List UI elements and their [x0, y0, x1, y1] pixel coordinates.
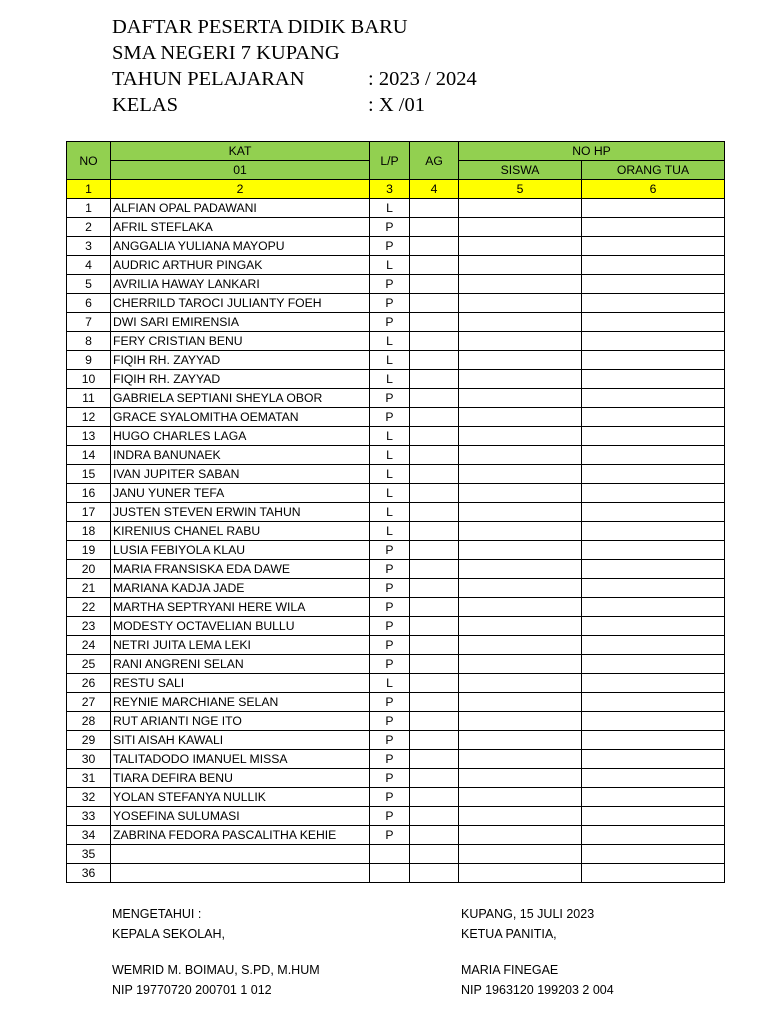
- row-number: 24: [67, 636, 111, 655]
- student-ag: [410, 199, 459, 218]
- index-cell: 5: [459, 180, 582, 199]
- student-ag: [410, 769, 459, 788]
- parent-phone: [582, 712, 725, 731]
- footer-right: [461, 904, 614, 1000]
- student-name: JANU YUNER TEFA: [111, 484, 370, 503]
- student-ag: [410, 636, 459, 655]
- row-number: 17: [67, 503, 111, 522]
- col-header-siswa: SISWA: [459, 161, 582, 180]
- row-number: 30: [67, 750, 111, 769]
- table-row: [67, 636, 725, 655]
- student-gender: P: [370, 826, 410, 845]
- parent-phone: [582, 655, 725, 674]
- student-gender: P: [370, 712, 410, 731]
- student-name: FIQIH RH. ZAYYAD: [111, 370, 370, 389]
- student-gender: P: [370, 598, 410, 617]
- footer-acknowledge: MENGETAHUI :: [112, 907, 202, 921]
- student-gender: P: [370, 389, 410, 408]
- row-number: 6: [67, 294, 111, 313]
- footer-principal-nip: NIP 19770720 200701 1 012: [112, 983, 272, 997]
- row-number: 19: [67, 541, 111, 560]
- student-gender: P: [370, 218, 410, 237]
- parent-phone: [582, 598, 725, 617]
- student-gender: P: [370, 579, 410, 598]
- doc-title: DAFTAR PESERTA DIDIK BARU: [112, 16, 408, 38]
- student-gender: P: [370, 636, 410, 655]
- table-row: [67, 275, 725, 294]
- parent-phone: [582, 275, 725, 294]
- row-number: 34: [67, 826, 111, 845]
- row-number: 21: [67, 579, 111, 598]
- student-name: AUDRIC ARTHUR PINGAK: [111, 256, 370, 275]
- school-name: SMA NEGERI 7 KUPANG: [112, 42, 340, 64]
- footer-principal-name: WEMRID M. BOIMAU, S.PD, M.HUM: [112, 963, 320, 977]
- student-ag: [410, 560, 459, 579]
- student-gender: P: [370, 560, 410, 579]
- student-ag: [410, 256, 459, 275]
- student-roster-table: [66, 141, 725, 883]
- parent-phone: [582, 465, 725, 484]
- student-phone: [459, 655, 582, 674]
- table-row: [67, 864, 725, 883]
- student-phone: [459, 845, 582, 864]
- col-header-kat-sub: 01: [111, 161, 370, 180]
- student-ag: [410, 503, 459, 522]
- student-ag: [410, 351, 459, 370]
- row-number: 23: [67, 617, 111, 636]
- table-row: [67, 826, 725, 845]
- col-header-nohp: NO HP: [459, 142, 725, 161]
- student-phone: [459, 389, 582, 408]
- row-number: 9: [67, 351, 111, 370]
- parent-phone: [582, 617, 725, 636]
- student-gender: P: [370, 655, 410, 674]
- row-number: 28: [67, 712, 111, 731]
- parent-phone: [582, 788, 725, 807]
- parent-phone: [582, 351, 725, 370]
- student-name: KIRENIUS CHANEL RABU: [111, 522, 370, 541]
- student-name: AFRIL STEFLAKA: [111, 218, 370, 237]
- row-number: 18: [67, 522, 111, 541]
- student-name: INDRA BANUNAEK: [111, 446, 370, 465]
- table-row: [67, 541, 725, 560]
- row-number: 27: [67, 693, 111, 712]
- student-name: MARIA FRANSISKA EDA DAWE: [111, 560, 370, 579]
- student-gender: L: [370, 503, 410, 522]
- student-name: AVRILIA HAWAY LANKARI: [111, 275, 370, 294]
- student-ag: [410, 864, 459, 883]
- student-ag: [410, 750, 459, 769]
- table-row: [67, 674, 725, 693]
- student-name: GRACE SYALOMITHA OEMATAN: [111, 408, 370, 427]
- student-name: ALFIAN OPAL PADAWANI: [111, 199, 370, 218]
- student-ag: [410, 712, 459, 731]
- table-row: [67, 503, 725, 522]
- col-header-orang-tua: ORANG TUA: [582, 161, 725, 180]
- parent-phone: [582, 826, 725, 845]
- index-cell: 6: [582, 180, 725, 199]
- parent-phone: [582, 446, 725, 465]
- row-number: 36: [67, 864, 111, 883]
- row-number: 29: [67, 731, 111, 750]
- student-gender: L: [370, 351, 410, 370]
- parent-phone: [582, 427, 725, 446]
- table-row: [67, 256, 725, 275]
- row-number: 3: [67, 237, 111, 256]
- student-gender: L: [370, 256, 410, 275]
- student-ag: [410, 408, 459, 427]
- student-ag: [410, 389, 459, 408]
- student-gender: P: [370, 617, 410, 636]
- row-number: 35: [67, 845, 111, 864]
- table-row: [67, 313, 725, 332]
- student-name: FERY CRISTIAN BENU: [111, 332, 370, 351]
- student-phone: [459, 579, 582, 598]
- table-row: [67, 370, 725, 389]
- student-phone: [459, 731, 582, 750]
- table-row: [67, 617, 725, 636]
- parent-phone: [582, 845, 725, 864]
- parent-phone: [582, 864, 725, 883]
- parent-phone: [582, 807, 725, 826]
- parent-phone: [582, 218, 725, 237]
- parent-phone: [582, 256, 725, 275]
- footer-place-date: KUPANG, 15 JULI 2023: [461, 907, 595, 921]
- row-number: 13: [67, 427, 111, 446]
- student-name: RANI ANGRENI SELAN: [111, 655, 370, 674]
- col-header-kat: KAT: [111, 142, 370, 161]
- table-row: [67, 845, 725, 864]
- table-row: [67, 484, 725, 503]
- student-gender: P: [370, 275, 410, 294]
- student-ag: [410, 313, 459, 332]
- student-phone: [459, 769, 582, 788]
- student-gender: P: [370, 408, 410, 427]
- row-number: 12: [67, 408, 111, 427]
- table-row: [67, 446, 725, 465]
- parent-phone: [582, 560, 725, 579]
- table-row: [67, 598, 725, 617]
- student-ag: [410, 218, 459, 237]
- parent-phone: [582, 731, 725, 750]
- student-phone: [459, 617, 582, 636]
- student-phone: [459, 826, 582, 845]
- parent-phone: [582, 674, 725, 693]
- parent-phone: [582, 370, 725, 389]
- student-gender: P: [370, 237, 410, 256]
- student-gender: P: [370, 313, 410, 332]
- student-gender: L: [370, 522, 410, 541]
- student-ag: [410, 332, 459, 351]
- class-label: KELAS: [112, 94, 179, 116]
- student-name: ANGGALIA YULIANA MAYOPU: [111, 237, 370, 256]
- parent-phone: [582, 769, 725, 788]
- parent-phone: [582, 389, 725, 408]
- student-gender: L: [370, 674, 410, 693]
- student-gender: L: [370, 199, 410, 218]
- parent-phone: [582, 693, 725, 712]
- parent-phone: [582, 237, 725, 256]
- student-gender: L: [370, 370, 410, 389]
- student-phone: [459, 560, 582, 579]
- table-row: [67, 522, 725, 541]
- row-number: 20: [67, 560, 111, 579]
- student-ag: [410, 693, 459, 712]
- student-gender: P: [370, 788, 410, 807]
- table-row: [67, 560, 725, 579]
- index-row: [67, 180, 725, 199]
- student-phone: [459, 237, 582, 256]
- student-phone: [459, 294, 582, 313]
- index-cell: 2: [111, 180, 370, 199]
- student-ag: [410, 731, 459, 750]
- document-header: [112, 14, 477, 118]
- student-name: MARTHA SEPTRYANI HERE WILA: [111, 598, 370, 617]
- student-name: CHERRILD TAROCI JULIANTY FOEH: [111, 294, 370, 313]
- class-value: : X /01: [368, 94, 425, 116]
- student-ag: [410, 788, 459, 807]
- student-phone: [459, 788, 582, 807]
- student-name: TALITADODO IMANUEL MISSA: [111, 750, 370, 769]
- table-row: [67, 351, 725, 370]
- table-row: [67, 237, 725, 256]
- student-phone: [459, 484, 582, 503]
- student-gender: P: [370, 693, 410, 712]
- student-name: DWI SARI EMIRENSIA: [111, 313, 370, 332]
- row-number: 11: [67, 389, 111, 408]
- row-number: 15: [67, 465, 111, 484]
- student-phone: [459, 503, 582, 522]
- col-header-ag: AG: [410, 142, 459, 180]
- student-phone: [459, 864, 582, 883]
- row-number: 16: [67, 484, 111, 503]
- student-ag: [410, 845, 459, 864]
- parent-phone: [582, 332, 725, 351]
- table-row: [67, 389, 725, 408]
- student-ag: [410, 598, 459, 617]
- parent-phone: [582, 579, 725, 598]
- student-phone: [459, 332, 582, 351]
- student-phone: [459, 199, 582, 218]
- student-phone: [459, 313, 582, 332]
- parent-phone: [582, 636, 725, 655]
- table-row: [67, 199, 725, 218]
- footer-principal-title: KEPALA SEKOLAH,: [112, 927, 226, 941]
- student-ag: [410, 484, 459, 503]
- footer-left: [112, 904, 320, 1000]
- row-number: 2: [67, 218, 111, 237]
- header-row-1: [67, 142, 725, 161]
- student-name: MARIANA KADJA JADE: [111, 579, 370, 598]
- row-number: 10: [67, 370, 111, 389]
- student-phone: [459, 370, 582, 389]
- row-number: 7: [67, 313, 111, 332]
- class-info: [112, 92, 425, 118]
- student-phone: [459, 427, 582, 446]
- student-name: REYNIE MARCHIANE SELAN: [111, 693, 370, 712]
- student-gender: L: [370, 427, 410, 446]
- col-header-no: NO: [67, 142, 111, 180]
- col-header-lp: L/P: [370, 142, 410, 180]
- row-number: 5: [67, 275, 111, 294]
- student-ag: [410, 370, 459, 389]
- student-ag: [410, 294, 459, 313]
- table-row: [67, 655, 725, 674]
- student-phone: [459, 598, 582, 617]
- footer-committee-nip: NIP 1963120 199203 2 004: [461, 983, 614, 997]
- table-row: [67, 218, 725, 237]
- student-phone: [459, 351, 582, 370]
- row-number: 14: [67, 446, 111, 465]
- index-cell: 3: [370, 180, 410, 199]
- row-number: 8: [67, 332, 111, 351]
- student-phone: [459, 522, 582, 541]
- student-name: YOLAN STEFANYA NULLIK: [111, 788, 370, 807]
- student-ag: [410, 807, 459, 826]
- student-ag: [410, 427, 459, 446]
- student-gender: L: [370, 332, 410, 351]
- student-ag: [410, 655, 459, 674]
- student-ag: [410, 579, 459, 598]
- academic-year-label: TAHUN PELAJARAN: [112, 68, 305, 90]
- parent-phone: [582, 199, 725, 218]
- student-gender: P: [370, 750, 410, 769]
- row-number: 4: [67, 256, 111, 275]
- table-row: [67, 579, 725, 598]
- student-name: [111, 845, 370, 864]
- student-name: RESTU SALI: [111, 674, 370, 693]
- parent-phone: [582, 750, 725, 769]
- parent-phone: [582, 541, 725, 560]
- student-phone: [459, 275, 582, 294]
- student-name: JUSTEN STEVEN ERWIN TAHUN: [111, 503, 370, 522]
- student-name: ZABRINA FEDORA PASCALITHA KEHIE: [111, 826, 370, 845]
- row-number: 25: [67, 655, 111, 674]
- table-row: [67, 750, 725, 769]
- student-gender: L: [370, 484, 410, 503]
- student-name: YOSEFINA SULUMASI: [111, 807, 370, 826]
- student-name: TIARA DEFIRA BENU: [111, 769, 370, 788]
- student-phone: [459, 807, 582, 826]
- academic-year-value: : 2023 / 2024: [368, 68, 477, 90]
- student-phone: [459, 636, 582, 655]
- student-gender: P: [370, 731, 410, 750]
- student-gender: [370, 845, 410, 864]
- student-ag: [410, 275, 459, 294]
- table-row: [67, 769, 725, 788]
- student-gender: L: [370, 446, 410, 465]
- index-cell: 1: [67, 180, 111, 199]
- student-ag: [410, 522, 459, 541]
- table-row: [67, 807, 725, 826]
- academic-year: [112, 66, 477, 92]
- student-phone: [459, 256, 582, 275]
- student-name: FIQIH RH. ZAYYAD: [111, 351, 370, 370]
- footer-committee-name: MARIA FINEGAE: [461, 963, 559, 977]
- student-phone: [459, 218, 582, 237]
- student-name: [111, 864, 370, 883]
- parent-phone: [582, 522, 725, 541]
- student-phone: [459, 712, 582, 731]
- student-ag: [410, 541, 459, 560]
- student-phone: [459, 674, 582, 693]
- student-gender: P: [370, 294, 410, 313]
- row-number: 26: [67, 674, 111, 693]
- row-number: 33: [67, 807, 111, 826]
- footer-committee-title: KETUA PANITIA,: [461, 927, 557, 941]
- student-name: NETRI JUITA LEMA LEKI: [111, 636, 370, 655]
- table-row: [67, 465, 725, 484]
- student-ag: [410, 237, 459, 256]
- student-gender: L: [370, 465, 410, 484]
- table-row: [67, 731, 725, 750]
- row-number: 1: [67, 199, 111, 218]
- row-number: 31: [67, 769, 111, 788]
- student-ag: [410, 446, 459, 465]
- table-row: [67, 332, 725, 351]
- student-ag: [410, 617, 459, 636]
- parent-phone: [582, 294, 725, 313]
- student-gender: P: [370, 541, 410, 560]
- student-ag: [410, 826, 459, 845]
- table-row: [67, 788, 725, 807]
- student-name: IVAN JUPITER SABAN: [111, 465, 370, 484]
- table-row: [67, 427, 725, 446]
- student-ag: [410, 674, 459, 693]
- student-name: LUSIA FEBIYOLA KLAU: [111, 541, 370, 560]
- student-gender: P: [370, 769, 410, 788]
- student-name: SITI AISAH KAWALI: [111, 731, 370, 750]
- student-phone: [459, 465, 582, 484]
- parent-phone: [582, 503, 725, 522]
- student-gender: P: [370, 807, 410, 826]
- index-cell: 4: [410, 180, 459, 199]
- parent-phone: [582, 408, 725, 427]
- student-phone: [459, 693, 582, 712]
- student-name: HUGO CHARLES LAGA: [111, 427, 370, 446]
- student-name: GABRIELA SEPTIANI SHEYLA OBOR: [111, 389, 370, 408]
- student-phone: [459, 408, 582, 427]
- student-phone: [459, 541, 582, 560]
- student-name: MODESTY OCTAVELIAN BULLU: [111, 617, 370, 636]
- row-number: 32: [67, 788, 111, 807]
- table-row: [67, 408, 725, 427]
- row-number: 22: [67, 598, 111, 617]
- table-row: [67, 693, 725, 712]
- table-row: [67, 712, 725, 731]
- student-phone: [459, 446, 582, 465]
- student-gender: [370, 864, 410, 883]
- student-phone: [459, 750, 582, 769]
- parent-phone: [582, 313, 725, 332]
- table-row: [67, 294, 725, 313]
- student-ag: [410, 465, 459, 484]
- parent-phone: [582, 484, 725, 503]
- student-name: RUT ARIANTI NGE ITO: [111, 712, 370, 731]
